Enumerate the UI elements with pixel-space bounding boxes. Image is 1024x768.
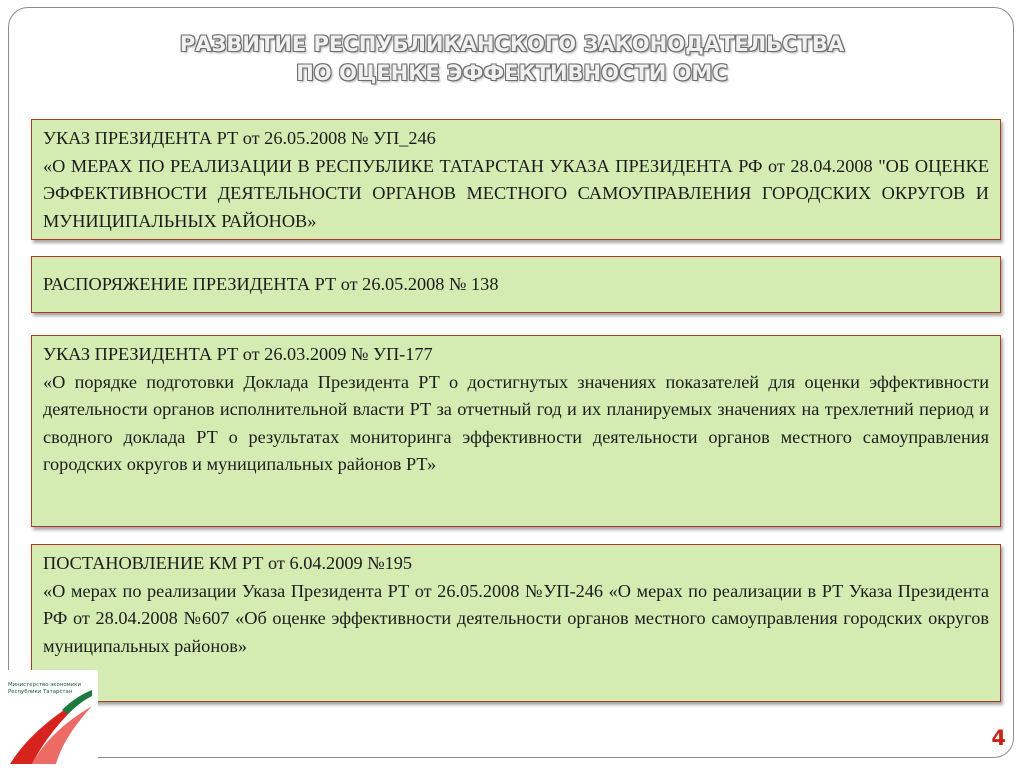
slide-title-line-2: ПО ОЦЕНКЕ ЭФФЕКТИВНОСТИ ОМС	[296, 61, 728, 85]
decree-body-1: «О МЕРАХ ПО РЕАЛИЗАЦИИ В РЕСПУБЛИКЕ ТАТАРСТАН УКАЗА ПРЕЗИДЕНТА РФ от 28.04.2008 "ОБ ОЦЕНКЕ ЭФФЕКТИВНОСТИ ДЕЯТЕЛЬНОСТИ ОРГАНОВ МЕСТНОГО САМОУПРАВЛЕНИЯ ГОРОДСКИХ ОКРУГОВ И МУНИЦИПАЛЬНЫХ РАЙОНОВ»	[43, 155, 989, 231]
decree-heading-3: УКАЗ ПРЕЗИДЕНТА РТ от 26.03.2009 № УП-177	[43, 344, 433, 364]
ministry-logo-text	[8, 682, 88, 696]
slide-title	[0, 30, 1024, 88]
decree-heading-2: РАСПОРЯЖЕНИЕ ПРЕЗИДЕНТА РТ от 26.05.2008 № 138	[43, 274, 499, 294]
ministry-logo	[0, 670, 98, 768]
ministry-logo-text-line-2: Республики Татарстан	[8, 689, 73, 695]
decree-heading-1: УКАЗ ПРЕЗИДЕНТА РТ от 26.05.2008 № УП_246	[43, 128, 436, 148]
decree-body-3: «О порядке подготовки Доклада Президента РТ о достигнутых значениях показателей для оценки эффективности деятельности органов исполнительной власти РТ за отчетный год и их планируемых значениях на трехлетний период и сводного доклада РТ о результатах мониторинга эффективности деятельности органов местного самоуправления городских округов и муниципальных районов РТ»	[43, 371, 989, 474]
decree-block-3	[31, 335, 1001, 527]
decree-heading-4: ПОСТАНОВЛЕНИЕ КМ РТ от 6.04.2009 №195	[43, 553, 413, 573]
decree-body-4: «О мерах по реализации Указа Президента РТ от 26.05.2008 №УП-246 «О мерах по реализации в РТ Указа Президента РФ от 28.04.2008 №607 «Об оценке эффективности деятельности органов местного самоуправления городских округов муниципальных районов»	[43, 580, 989, 656]
page-number: 4	[991, 726, 1006, 750]
decree-block-4	[31, 544, 1001, 702]
decree-block-2	[31, 256, 1001, 313]
ministry-logo-text-line-1: Министерство экономики	[8, 682, 81, 688]
slide-title-line-1: РАЗВИТИЕ РЕСПУБЛИКАНСКОГО ЗАКОНОДАТЕЛЬСТВА	[179, 32, 845, 56]
decree-block-1	[31, 119, 1001, 240]
